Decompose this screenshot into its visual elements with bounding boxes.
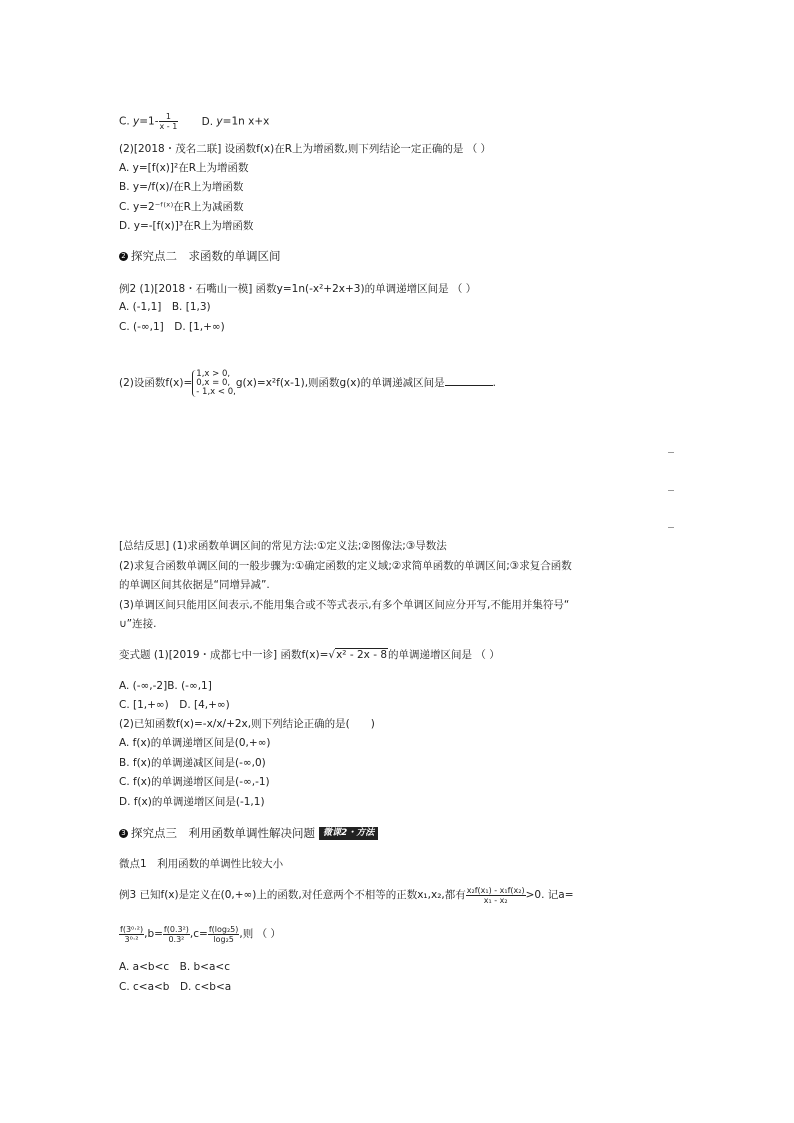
- summary-line: 的单调区间其依据是“同增异减”.: [119, 579, 270, 591]
- fraction: $\frac{\text{f(log₂5)}}{\text{log₂5}}$: [208, 924, 239, 944]
- option-ab: A. (-1,1] B. [1,3): [119, 301, 211, 313]
- option-ab: A. a<b<c B. b<a<c: [119, 961, 230, 973]
- option-d: D. y=-[f(x)]³在R上为增函数: [119, 220, 254, 232]
- variant-stem: 变式题 (1)[2019・成都七中一诊] 函数f(x)=√x² - 2x - 8的单调递增区间是 （ ）: [119, 649, 500, 661]
- variant-question-2: (2)已知函数f(x)=-x/x/+2x,则下列结论正确的是( ): [119, 718, 375, 730]
- example-stem: 例3 已知f(x)是定义在(0,+∞)上的函数,对任意两个不相等的正数x₁,x₂,都有 $\frac{\text{x₂f(x₁) - x₁f(x₂)}}{\text{x₁ - x₂}}$ >0. 记a=: [119, 885, 574, 905]
- piecewise-brace: 1,x > 0, 0,x = 0, - 1,x < 0,: [192, 370, 236, 397]
- option-cd: C. [1,+∞) D. [4,+∞): [119, 699, 230, 711]
- option-cd: C. (-∞,1] D. [1,+∞): [119, 321, 225, 333]
- fraction: $\frac{\text{f(0.3²)}}{\text{0.3²}}$: [163, 924, 189, 944]
- micro-point-title: 微点1 利用函数的单调性比较大小: [119, 858, 284, 870]
- option-b: B. f(x)的单调递减区间是(-∞,0): [119, 757, 266, 769]
- summary-line: ∪”连接.: [119, 618, 157, 630]
- option-d: D. f(x)的单调递增区间是(-1,1): [119, 796, 265, 808]
- fraction: $\frac{1}{x - 1}$: [159, 112, 178, 131]
- microlesson-tag: 微课2・方法: [319, 827, 378, 840]
- margin-mark: [668, 452, 674, 453]
- answer-blank[interactable]: [445, 375, 493, 386]
- section-number-icon: 2: [119, 252, 128, 261]
- margin-mark: [668, 527, 674, 528]
- section-heading: 2 探究点二 求函数的单调区间: [119, 248, 281, 264]
- question-stem: (2)[2018・茂名二联] 设函数f(x)在R上为增函数,则下列结论一定正确的是 （ ）: [119, 143, 492, 155]
- piecewise-question: (2)设函数f(x)= 1,x > 0, 0,x = 0, - 1,x < 0, g(x)=x²f(x-1),则函数g(x)的单调递减区间是 .: [119, 368, 496, 397]
- option-c: C. f(x)的单调递增区间是(-∞,-1): [119, 776, 270, 788]
- summary-line: [总结反思] (1)求函数单调区间的常见方法:①定义法;②图像法;③导数法: [119, 540, 447, 552]
- example-stem: 例2 (1)[2018・石嘴山一模] 函数y=1n(-x²+2x+3)的单调递增区间是 （ ）: [119, 283, 477, 295]
- radical: x² - 2x - 8: [336, 649, 388, 661]
- margin-mark: [668, 490, 674, 491]
- section-heading: 3 探究点三 利用函数单调性解决问题 微课2・方法: [119, 825, 378, 841]
- prev-options-line: C. y=1- $\frac{1}{x - 1}$ D. y=1n x+x: [119, 112, 270, 131]
- option-c: C. y=2⁻ᶠ⁽ˣ⁾在R上为减函数: [119, 201, 244, 213]
- fraction: $\frac{\text{f(3⁰·²)}}{\text{3⁰·²}}$: [120, 924, 144, 944]
- option-a: A. f(x)的单调递增区间是(0,+∞): [119, 737, 271, 749]
- option-cd: C. c<a<b D. c<b<a: [119, 981, 232, 993]
- summary-line: (2)求复合函数单调区间的一般步骤为:①确定函数的定义域;②求简单函数的单调区间;③求复合函数: [119, 560, 572, 572]
- option-a: A. y=[f(x)]²在R上为增函数: [119, 162, 249, 174]
- fraction: $\frac{\text{x₂f(x₁) - x₁f(x₂)}}{\text{x₁ - x₂}}$: [466, 885, 525, 905]
- option-b: B. y=/f(x)/在R上为增函数: [119, 181, 244, 193]
- summary-line: (3)单调区间只能用区间表示,不能用集合或不等式表示,有多个单调区间应分开写,不能用并集符号“: [119, 599, 570, 611]
- example-defs: $\frac{\text{f(3⁰·²)}}{\text{3⁰·²}}$ ,b= $\frac{\text{f(0.3²)}}{\text{0.3²}}$ ,c= $\frac{\text{f(log₂5)}}{\text{log₂5}}$ ,则 （ ）: [120, 924, 281, 944]
- section-number-icon: 3: [119, 829, 128, 838]
- option-ab: A. (-∞,-2]B. (-∞,1]: [119, 680, 212, 692]
